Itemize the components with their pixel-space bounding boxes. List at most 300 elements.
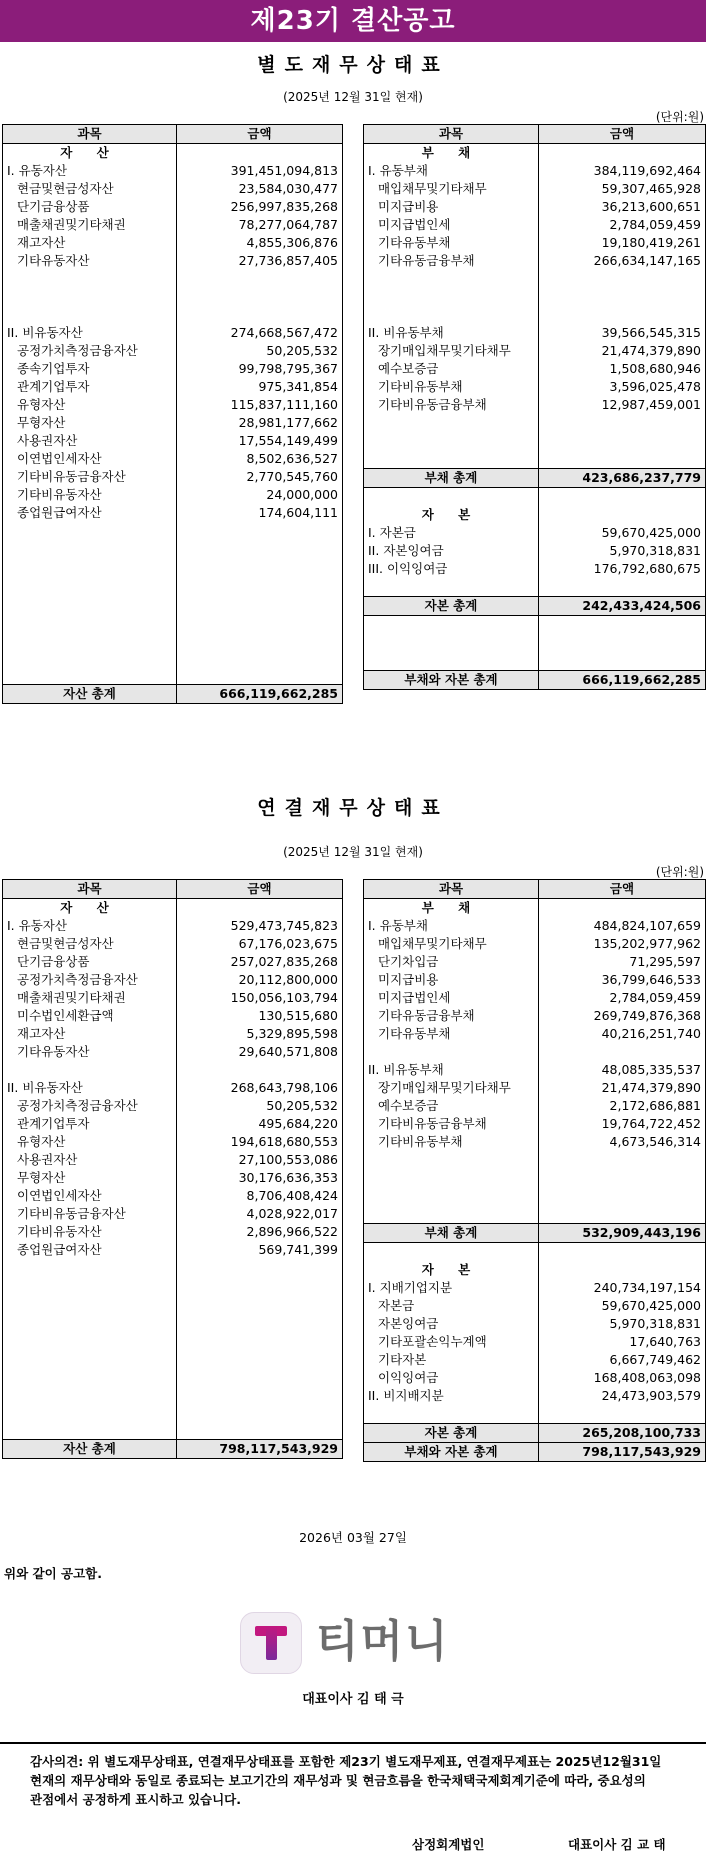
item-value: 4,028,922,017 [177,1205,343,1223]
blank-row [3,1295,343,1313]
blank-cell [177,1385,343,1403]
blank-row [3,1259,343,1277]
total-value: 798,117,543,929 [177,1440,343,1459]
item-value: 12,987,459,001 [539,396,706,414]
item-label: 기타유동부채 [364,1025,539,1043]
item-value: 99,798,795,367 [177,360,343,378]
line-item [3,953,343,971]
audit-opinion-line-2: 현재의 재무상태와 동일로 종료되는 보고기간의 재무성과 및 현금흐름을 한국채택국제회계기준에 따라, 중요성의 [30,1773,646,1788]
blank-cell [539,1151,706,1169]
blank-row [3,1421,343,1440]
blank-cell [3,1295,177,1313]
item-value: 36,213,600,651 [539,198,706,216]
item-label: 장기매입채무및기타채무 [364,342,539,360]
total-value: 532,909,443,196 [539,1224,706,1243]
consolidated-liabilities-table [363,879,706,1462]
item-value: 1,508,680,946 [539,360,706,378]
section-heading-spacer [539,1261,706,1279]
header-item: 과목 [364,880,539,899]
item-label: III. 이익잉여금 [364,560,539,578]
line-item [3,468,343,486]
section-heading-spacer [539,899,706,918]
total-value: 242,433,424,506 [539,597,706,616]
item-value: 59,307,465,928 [539,180,706,198]
total-row [364,1424,706,1443]
blank-cell [3,1277,177,1295]
line-item [364,953,706,971]
total-row [364,469,706,488]
item-label: 무형자산 [3,1169,177,1187]
blank-row [364,1151,706,1169]
item-label [3,288,177,306]
blank-row [364,578,706,597]
line-item [3,414,343,432]
item-label: 기타비유동금융부채 [364,1115,539,1133]
item-label: 단기차입금 [364,953,539,971]
total-label: 자본 총계 [364,1424,539,1443]
total-label: 자본 총계 [364,597,539,616]
announcement-date: 2026년 03월 27일 [299,1530,407,1545]
item-value [539,270,706,288]
line-item [3,1097,343,1115]
item-label: 기타비유동부채 [364,1133,539,1151]
header-amount: 금액 [177,125,343,144]
blank-cell [3,558,177,576]
blank-row [364,414,706,432]
blank-cell [539,652,706,671]
total-label: 부채 총계 [364,1224,539,1243]
line-item [364,342,706,360]
item-label: 사용권자산 [3,1151,177,1169]
blank-cell [177,522,343,540]
item-label: 미수법인세환급액 [3,1007,177,1025]
item-value: 135,202,977,962 [539,935,706,953]
blank-row [364,634,706,652]
section-heading [364,506,706,524]
item-label: 기타비유동금융부채 [364,396,539,414]
item-label: 기타유동금융부채 [364,1007,539,1025]
item-label [364,306,539,324]
line-item [3,1169,343,1187]
blank-cell [364,1243,539,1262]
item-value: 27,100,553,086 [177,1151,343,1169]
blank-cell [539,616,706,635]
line-item [364,1025,706,1043]
item-value: 17,640,763 [539,1333,706,1351]
item-value: 59,670,425,000 [539,1297,706,1315]
consolidated-date: (2025년 12월 31일 현재) [283,845,423,859]
blank-cell [3,612,177,630]
line-item [3,360,343,378]
item-value: 39,566,545,315 [539,324,706,342]
item-value: 50,205,532 [177,342,343,360]
blank-cell [177,576,343,594]
item-value [177,288,343,306]
line-item [364,288,706,306]
item-value: 30,176,636,353 [177,1169,343,1187]
line-item [364,252,706,270]
item-label [3,1061,177,1079]
total-value: 423,686,237,779 [539,469,706,488]
item-value: 2,770,545,760 [177,468,343,486]
blank-row [3,540,343,558]
blank-cell [3,1421,177,1440]
item-label: I. 유동부채 [364,917,539,935]
line-item [3,1151,343,1169]
section-heading-label: 부 채 [364,899,539,918]
item-value: 150,056,103,794 [177,989,343,1007]
line-item [3,396,343,414]
total-label: 부채와 자본 총계 [364,671,539,690]
item-value [177,270,343,288]
item-value: 3,596,025,478 [539,378,706,396]
item-value: 48,085,335,537 [539,1061,706,1079]
line-item [364,1097,706,1115]
item-label: 기타비유동자산 [3,486,177,504]
item-label: II. 비지배지분 [364,1387,539,1405]
item-value: 256,997,835,268 [177,198,343,216]
item-value: 4,673,546,314 [539,1133,706,1151]
item-label: 공정가치측정금융자산 [3,1097,177,1115]
line-item [364,1369,706,1387]
item-label: 자본금 [364,1297,539,1315]
item-value: 240,734,197,154 [539,1279,706,1297]
blank-cell [177,1295,343,1313]
item-label: 기타비유동자산 [3,1223,177,1241]
blank-row [3,558,343,576]
line-item [3,1115,343,1133]
item-label: 종업원급여자산 [3,504,177,522]
line-item [3,1079,343,1097]
item-value: 50,205,532 [177,1097,343,1115]
table-header [3,880,343,899]
line-item [364,1279,706,1297]
line-item [364,1387,706,1405]
separate-assets-table [2,124,343,704]
blank-cell [539,1187,706,1205]
line-item [364,306,706,324]
line-item [3,1025,343,1043]
item-value: 168,408,063,098 [539,1369,706,1387]
blank-row [364,450,706,469]
line-item [364,1351,706,1369]
total-value: 798,117,543,929 [539,1443,706,1462]
item-value: 5,970,318,831 [539,542,706,560]
item-value: 28,981,177,662 [177,414,343,432]
line-item [3,198,343,216]
blank-cell [177,1349,343,1367]
separate-title: 별도재무상태표 [257,54,449,76]
line-item [364,1333,706,1351]
section-heading-spacer [539,144,706,163]
table-header [364,880,706,899]
announcement-banner: 제23기 결산공고 [0,0,706,42]
total-row [364,597,706,616]
item-value: 266,634,147,165 [539,252,706,270]
item-value: 2,784,059,459 [539,216,706,234]
blank-cell [177,630,343,648]
blank-cell [364,634,539,652]
blank-row [364,1405,706,1424]
section-heading-spacer [177,899,343,918]
section-heading [364,899,706,918]
item-value: 274,668,567,472 [177,324,343,342]
blank-row [364,1205,706,1224]
item-label: II. 비유동부채 [364,324,539,342]
item-label: I. 유동부채 [364,162,539,180]
item-value: 2,896,966,522 [177,1223,343,1241]
line-item [364,216,706,234]
blank-cell [177,666,343,685]
table-header [364,125,706,144]
blank-cell [177,612,343,630]
item-label: 자본잉여금 [364,1315,539,1333]
line-item [364,1061,706,1079]
item-label: 매입채무및기타채무 [364,180,539,198]
logo-wordmark: 티머니 [316,1616,450,1667]
blank-cell [177,1259,343,1277]
blank-cell [3,540,177,558]
line-item [364,1297,706,1315]
blank-cell [3,576,177,594]
blank-cell [539,432,706,450]
item-value: 529,473,745,823 [177,917,343,935]
item-value: 21,474,379,890 [539,1079,706,1097]
line-item [3,486,343,504]
item-label: 기타비유동금융자산 [3,1205,177,1223]
blank-row [3,1313,343,1331]
line-item [364,378,706,396]
blank-cell [3,1385,177,1403]
section-heading [3,144,343,163]
line-item [3,989,343,1007]
item-value: 27,736,857,405 [177,252,343,270]
item-label: 미지급비용 [364,198,539,216]
line-item [364,1043,706,1061]
item-label: 미지급법인세 [364,216,539,234]
consolidated-assets-table [2,879,343,1459]
item-value: 115,837,111,160 [177,396,343,414]
item-label: 무형자산 [3,414,177,432]
blank-cell [3,1259,177,1277]
item-label: 예수보증금 [364,360,539,378]
item-value: 391,451,094,813 [177,162,343,180]
blank-cell [539,1205,706,1224]
item-value [539,306,706,324]
section-heading-label: 자 산 [3,144,177,163]
item-label: 이연법인세자산 [3,1187,177,1205]
section-heading-label: 자 산 [3,899,177,918]
blank-cell [539,414,706,432]
blank-cell [364,652,539,671]
item-label: 관계기업투자 [3,378,177,396]
item-label: I. 자본금 [364,524,539,542]
line-item [364,270,706,288]
line-item [3,1007,343,1025]
blank-row [364,616,706,635]
item-label: 사용권자산 [3,432,177,450]
line-item [3,971,343,989]
item-value [177,306,343,324]
line-item [364,396,706,414]
total-row [3,685,343,704]
item-value: 268,643,798,106 [177,1079,343,1097]
line-item [3,1205,343,1223]
item-value: 130,515,680 [177,1007,343,1025]
blank-row [364,1243,706,1262]
blank-cell [539,578,706,597]
header-item: 과목 [364,125,539,144]
line-item [364,198,706,216]
blank-row [3,630,343,648]
blank-cell [364,1205,539,1224]
line-item [3,216,343,234]
line-item [364,1315,706,1333]
section-heading-spacer [177,144,343,163]
total-label: 자산 총계 [3,685,177,704]
item-label: 기타유동부채 [364,234,539,252]
section-heading [3,899,343,918]
item-value: 5,329,895,598 [177,1025,343,1043]
item-value: 71,295,597 [539,953,706,971]
item-value: 20,112,800,000 [177,971,343,989]
line-item [364,1133,706,1151]
auditor-name: 삼정회계법인 [412,1837,485,1852]
item-label: 장기매입채무및기타채무 [364,1079,539,1097]
item-value: 8,706,408,424 [177,1187,343,1205]
blank-cell [3,648,177,666]
item-value: 36,799,646,533 [539,971,706,989]
line-item [3,450,343,468]
item-label: 현금및현금성자산 [3,935,177,953]
item-label: 기타포괄손익누계액 [364,1333,539,1351]
line-item [364,935,706,953]
item-value: 24,000,000 [177,486,343,504]
item-value: 5,970,318,831 [539,1315,706,1333]
item-value: 29,640,571,808 [177,1043,343,1061]
total-row [3,1440,343,1459]
section-heading-label: 부 채 [364,144,539,163]
total-label: 부채 총계 [364,469,539,488]
line-item [364,180,706,198]
blank-row [3,576,343,594]
total-label: 자산 총계 [3,1440,177,1459]
line-item [3,432,343,450]
table-header [3,125,343,144]
item-value: 194,618,680,553 [177,1133,343,1151]
announcement-text: 위와 같이 공고함. [4,1566,102,1581]
item-value: 257,027,835,268 [177,953,343,971]
blank-cell [177,648,343,666]
item-label: 기타비유동부채 [364,378,539,396]
line-item [3,1241,343,1259]
line-item [364,971,706,989]
item-value: 24,473,903,579 [539,1387,706,1405]
line-item [3,935,343,953]
line-item [3,1223,343,1241]
section-heading [364,144,706,163]
item-value: 495,684,220 [177,1115,343,1133]
header-amount: 금액 [177,880,343,899]
blank-row [3,1385,343,1403]
total-row [364,1443,706,1462]
blank-cell [177,1421,343,1440]
item-label: II. 비유동자산 [3,1079,177,1097]
line-item [364,542,706,560]
item-label: II. 비유동자산 [3,324,177,342]
blank-cell [364,616,539,635]
consolidated-title: 연결재무상태표 [257,797,449,819]
blank-cell [177,594,343,612]
line-item [3,1133,343,1151]
blank-cell [539,1243,706,1262]
blank-cell [3,1367,177,1385]
item-value: 23,584,030,477 [177,180,343,198]
item-label: 예수보증금 [364,1097,539,1115]
line-item [364,162,706,180]
blank-cell [364,1187,539,1205]
blank-cell [177,1367,343,1385]
auditor-ceo: 대표이사 김 교 태 [568,1837,666,1852]
blank-row [364,652,706,671]
blank-cell [364,450,539,469]
item-value: 569,741,399 [177,1241,343,1259]
blank-row [3,612,343,630]
blank-row [3,648,343,666]
blank-cell [364,578,539,597]
separate-date: (2025년 12월 31일 현재) [283,90,423,104]
blank-cell [3,1403,177,1421]
item-value: 59,670,425,000 [539,524,706,542]
blank-cell [3,630,177,648]
blank-cell [177,1313,343,1331]
item-value: 40,216,251,740 [539,1025,706,1043]
line-item [3,306,343,324]
blank-row [364,1187,706,1205]
total-value: 265,208,100,733 [539,1424,706,1443]
blank-cell [177,1331,343,1349]
item-label: 종속기업투자 [3,360,177,378]
line-item [364,234,706,252]
blank-cell [539,634,706,652]
item-label [364,1043,539,1061]
footer-divider [0,1742,706,1744]
item-label: I. 지배기업지분 [364,1279,539,1297]
line-item [364,917,706,935]
blank-cell [364,414,539,432]
item-label: 재고자산 [3,234,177,252]
blank-cell [364,1151,539,1169]
item-value: 174,604,111 [177,504,343,522]
blank-cell [539,1405,706,1424]
item-value [539,288,706,306]
item-label: 기타자본 [364,1351,539,1369]
audit-opinion-line-1: 감사의견: 위 별도재무상태표, 연결재무상태표를 포함한 제23기 별도재무제표, 연결재무제표는 2025년12월31일 [30,1754,662,1769]
section-heading [364,1261,706,1279]
line-item [364,989,706,1007]
blank-cell [177,558,343,576]
item-value: 19,180,419,261 [539,234,706,252]
item-value: 2,784,059,459 [539,989,706,1007]
blank-row [3,1331,343,1349]
blank-row [3,1349,343,1367]
item-label: 단기금융상품 [3,198,177,216]
header-amount: 금액 [539,125,706,144]
item-label: 공정가치측정금융자산 [3,342,177,360]
blank-cell [364,1405,539,1424]
logo-t-icon [240,1612,302,1674]
item-label: I. 유동자산 [3,162,177,180]
